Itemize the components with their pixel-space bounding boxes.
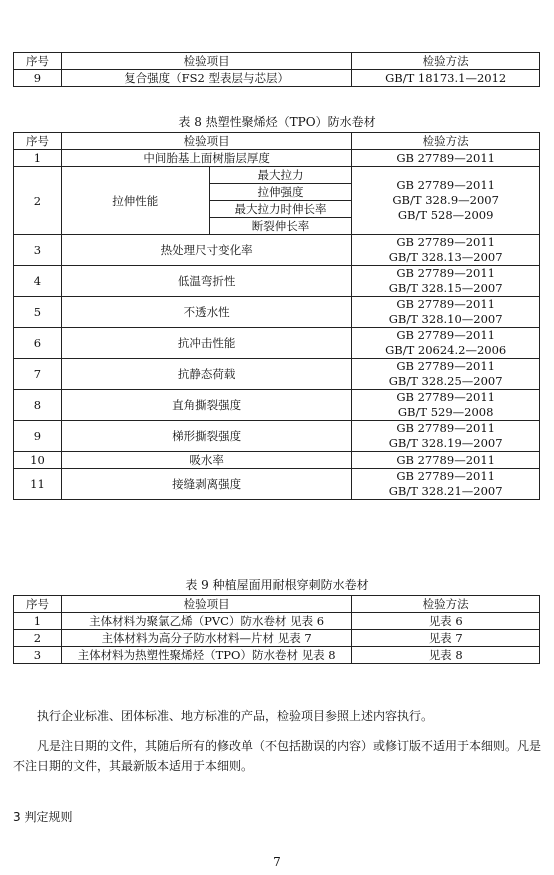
method-line: GB 27789—2011 bbox=[396, 421, 495, 435]
cell-no: 4 bbox=[14, 266, 62, 297]
method-line: GB/T 328.10—2007 bbox=[388, 312, 503, 326]
table-continued bbox=[13, 52, 540, 87]
cell-item: 接缝剥离强度 bbox=[61, 469, 351, 500]
cell-no: 1 bbox=[14, 613, 62, 630]
cell-item: 抗冲击性能 bbox=[61, 328, 351, 359]
method-line: GB/T 529—2008 bbox=[397, 405, 494, 419]
cell-item: 热处理尺寸变化率 bbox=[61, 235, 351, 266]
table-row bbox=[14, 266, 540, 297]
table8-caption: 表 8 热塑性聚烯烃（TPO）防水卷材 bbox=[178, 115, 376, 129]
method-line: GB/T 328.19—2007 bbox=[388, 436, 503, 450]
cell-subitem: 最大拉力时伸长率 bbox=[209, 201, 352, 218]
table-row bbox=[14, 630, 540, 647]
cell-no: 3 bbox=[14, 235, 62, 266]
table-row bbox=[14, 150, 540, 167]
table-row bbox=[14, 70, 540, 87]
method-line: GB 27789—2011 bbox=[396, 359, 495, 373]
header-method: 检验方法 bbox=[352, 53, 540, 70]
method-line: GB/T 20624.2—2006 bbox=[385, 343, 507, 357]
table-row bbox=[14, 167, 540, 184]
table9 bbox=[13, 595, 540, 664]
table9-caption: 表 9 种植屋面用耐根穿刺防水卷材 bbox=[185, 578, 369, 592]
cell-no: 9 bbox=[14, 70, 62, 87]
cell-no: 2 bbox=[14, 630, 62, 647]
method-line: GB/T 328.9—2007 bbox=[392, 193, 499, 207]
method-line: GB/T 328.13—2007 bbox=[388, 250, 503, 264]
paragraph-dated-references: 凡是注日期的文件，其随后所有的修改单（不包括勘误的内容）或修订版不适用于本细则。凡是不注日期的文件，其最新版本适用于本细则。 bbox=[13, 739, 542, 773]
header-no: 序号 bbox=[14, 596, 62, 613]
cell-method bbox=[352, 328, 540, 359]
header-method: 检验方法 bbox=[352, 133, 540, 150]
cell-item: 中间胎基上面树脂层厚度 bbox=[61, 150, 351, 167]
header-method: 检验方法 bbox=[352, 596, 540, 613]
table-row bbox=[14, 297, 540, 328]
cell-method: GB 27789—2011 bbox=[352, 150, 540, 167]
header-no: 序号 bbox=[14, 133, 62, 150]
paragraph-applicability: 执行企业标准、团体标准、地方标准的产品，检验项目参照上述内容执行。 bbox=[37, 709, 434, 723]
table-header-row bbox=[14, 133, 540, 150]
table-row bbox=[14, 613, 540, 630]
cell-no: 3 bbox=[14, 647, 62, 664]
method-line: GB 27789—2011 bbox=[396, 328, 495, 342]
cell-item: 低温弯折性 bbox=[61, 266, 351, 297]
cell-method bbox=[352, 266, 540, 297]
table-row bbox=[14, 647, 540, 664]
cell-method bbox=[352, 421, 540, 452]
header-no: 序号 bbox=[14, 53, 62, 70]
table-row bbox=[14, 452, 540, 469]
cell-item: 抗静态荷载 bbox=[61, 359, 351, 390]
method-line: GB/T 328.21—2007 bbox=[388, 484, 503, 498]
table-row bbox=[14, 328, 540, 359]
cell-no: 9 bbox=[14, 421, 62, 452]
table-row bbox=[14, 421, 540, 452]
cell-item: 直角撕裂强度 bbox=[61, 390, 351, 421]
table8 bbox=[13, 132, 540, 500]
cell-item: 主体材料为高分子防水材料—片材 见表 7 bbox=[61, 630, 351, 647]
method-line: GB 27789—2011 bbox=[396, 297, 495, 311]
cell-method bbox=[352, 390, 540, 421]
table-header-row bbox=[14, 53, 540, 70]
cell-no: 11 bbox=[14, 469, 62, 500]
cell-method: 见表 7 bbox=[352, 630, 540, 647]
cell-method: GB/T 18173.1—2012 bbox=[352, 70, 540, 87]
method-line: GB/T 328.15—2007 bbox=[388, 281, 503, 295]
header-item: 检验项目 bbox=[61, 596, 351, 613]
cell-subitem: 断裂伸长率 bbox=[209, 218, 352, 235]
cell-no: 5 bbox=[14, 297, 62, 328]
method-line: GB 27789—2011 bbox=[396, 235, 495, 249]
cell-no: 6 bbox=[14, 328, 62, 359]
cell-subitem: 拉伸强度 bbox=[209, 184, 352, 201]
cell-item: 拉伸性能 bbox=[61, 167, 209, 235]
header-item: 检验项目 bbox=[61, 53, 351, 70]
table-row bbox=[14, 390, 540, 421]
cell-no: 7 bbox=[14, 359, 62, 390]
cell-no: 2 bbox=[14, 167, 62, 235]
method-line: GB 27789—2011 bbox=[396, 178, 495, 192]
cell-no: 10 bbox=[14, 452, 62, 469]
cell-method bbox=[352, 469, 540, 500]
method-line: GB 27789—2011 bbox=[396, 266, 495, 280]
cell-subitem: 最大拉力 bbox=[209, 167, 352, 184]
cell-no: 1 bbox=[14, 150, 62, 167]
cell-item: 主体材料为聚氯乙烯（PVC）防水卷材 见表 6 bbox=[61, 613, 351, 630]
cell-no: 8 bbox=[14, 390, 62, 421]
table-row bbox=[14, 359, 540, 390]
table-row bbox=[14, 235, 540, 266]
cell-item: 梯形撕裂强度 bbox=[61, 421, 351, 452]
cell-method: 见表 6 bbox=[352, 613, 540, 630]
method-line: GB/T 528—2009 bbox=[397, 208, 494, 222]
cell-method bbox=[352, 235, 540, 266]
method-line: GB 27789—2011 bbox=[396, 469, 495, 483]
method-line: GB 27789—2011 bbox=[396, 390, 495, 404]
cell-item: 不透水性 bbox=[61, 297, 351, 328]
cell-method: GB 27789—2011 bbox=[352, 452, 540, 469]
cell-method bbox=[352, 359, 540, 390]
cell-item: 主体材料为热塑性聚烯烃（TPO）防水卷材 见表 8 bbox=[61, 647, 351, 664]
cell-item: 吸水率 bbox=[61, 452, 351, 469]
cell-method bbox=[352, 167, 540, 235]
page-number: 7 bbox=[273, 855, 281, 869]
table-header-row bbox=[14, 596, 540, 613]
header-item: 检验项目 bbox=[61, 133, 351, 150]
method-line: GB/T 328.25—2007 bbox=[388, 374, 503, 388]
cell-method bbox=[352, 297, 540, 328]
cell-method: 见表 8 bbox=[352, 647, 540, 664]
section-heading: 3 判定规则 bbox=[13, 810, 73, 824]
table-row bbox=[14, 469, 540, 500]
cell-item: 复合强度（FS2 型表层与芯层） bbox=[61, 70, 351, 87]
